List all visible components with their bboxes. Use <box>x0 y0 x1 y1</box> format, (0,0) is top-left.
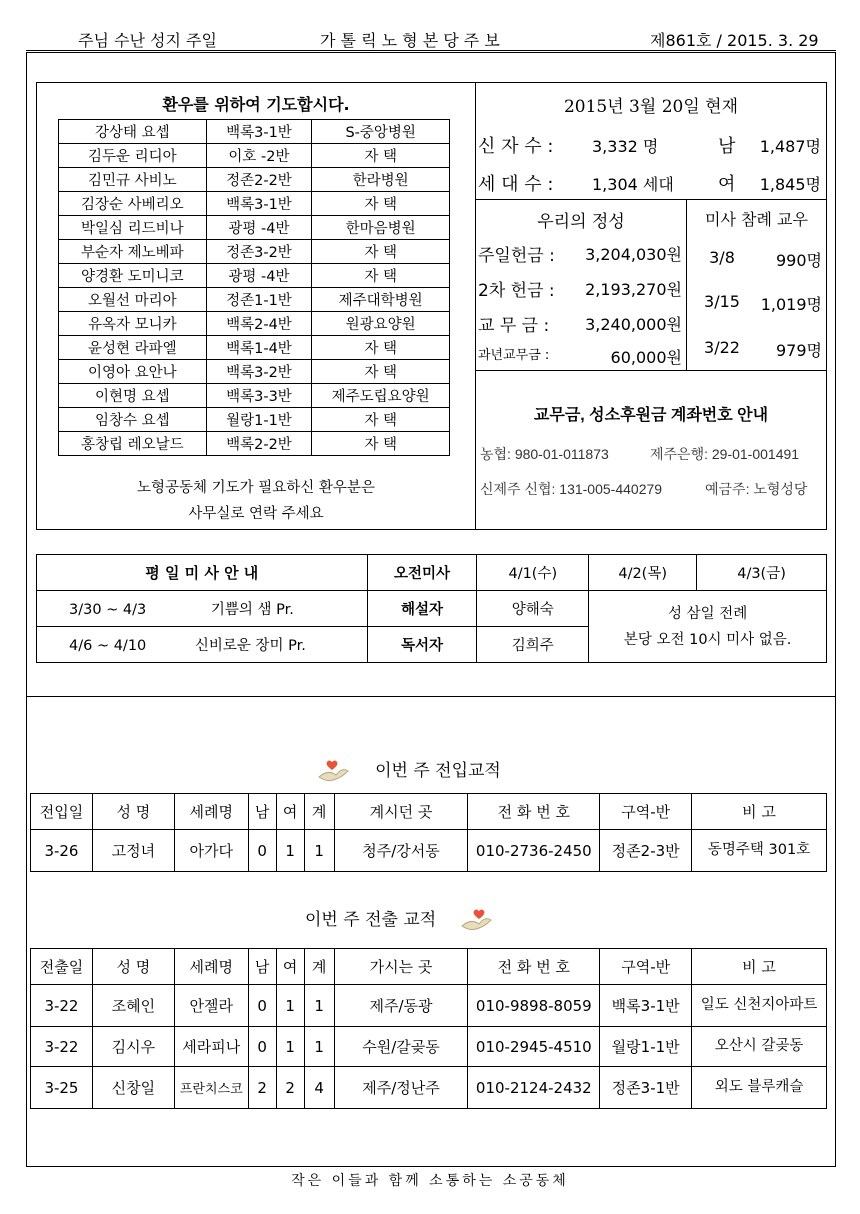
patient-row <box>59 192 450 216</box>
patient-district: 백록3-3반 <box>206 384 312 408</box>
column-header-place: 가시는 곳 <box>334 949 468 985</box>
patient-row <box>59 312 450 336</box>
patient-district: 정존2-2반 <box>206 168 312 192</box>
total-cell: 4 <box>304 1067 334 1109</box>
attendance-date: 3/22 <box>704 338 740 357</box>
issue-title: 주님 수난 성지 주일 <box>78 31 217 50</box>
schedule-period-2: 4/6 ~ 4/10 <box>69 638 147 654</box>
patient-name: 윤성현 라파엘 <box>59 336 207 360</box>
female-cell: 1 <box>276 985 304 1027</box>
place-cell: 청주/강서동 <box>334 830 468 872</box>
total-cell: 1 <box>304 1027 334 1067</box>
patient-district: 백록3-1반 <box>206 120 312 144</box>
move-out-title: 이번 주 전출 교적 <box>305 910 437 930</box>
female-count: 1,845명 <box>759 175 821 194</box>
column-header-female: 여 <box>276 949 304 985</box>
account-title: 교무금, 성소후원금 계좌번호 안내 <box>533 407 769 424</box>
patient-name: 부순자 제노베파 <box>59 240 207 264</box>
issue-number: 제861호 / 2015. 3. 29 <box>650 31 819 50</box>
male-cell: 0 <box>248 1027 276 1067</box>
patient-district: 백록3-1반 <box>206 192 312 216</box>
date-cell: 3-22 <box>31 1027 93 1067</box>
column-header-male: 남 <box>248 794 276 830</box>
believers-count: 3,332 명 <box>592 137 659 156</box>
name-cell: 신창일 <box>92 1067 174 1109</box>
column-header-total: 계 <box>304 949 334 985</box>
patient-row <box>59 384 450 408</box>
district-cell: 월랑1-1반 <box>600 1027 692 1067</box>
attendance-date: 3/8 <box>709 248 735 267</box>
male-count: 1,487명 <box>759 137 821 156</box>
name-cell: 조혜인 <box>92 985 174 1027</box>
schedule-row-2 <box>37 627 368 663</box>
believers-label: 신 자 수 : <box>478 136 554 157</box>
prayer-note-2: 사무실로 연락 주세요 <box>188 506 324 522</box>
account-jeju-bank: 제주은행: 29-01-001491 <box>650 446 800 462</box>
prayer-title: 환우를 위하여 기도합시다. <box>162 95 350 114</box>
offering-amount: 3,204,030원 <box>585 245 682 264</box>
stats-date: 2015년 3월 20일 현재 <box>563 97 739 117</box>
patient-table <box>58 119 450 456</box>
table-row <box>31 985 827 1027</box>
patient-row <box>59 144 450 168</box>
column-header-name: 성 명 <box>92 794 174 830</box>
table-row <box>31 830 827 872</box>
dove-heart-icon <box>459 908 493 934</box>
role-commentator: 해설자 <box>367 591 477 627</box>
patient-row <box>59 264 450 288</box>
table-row <box>31 1067 827 1109</box>
female-cell: 1 <box>276 1027 304 1067</box>
baptismal-name-cell: 안젤라 <box>174 985 248 1027</box>
move-in-table <box>30 793 827 872</box>
patient-row <box>59 168 450 192</box>
patient-location: 자 택 <box>312 432 450 456</box>
patient-location: 자 택 <box>312 144 450 168</box>
patient-name: 김민규 사비노 <box>59 168 207 192</box>
column-header-district: 구역-반 <box>600 949 692 985</box>
district-cell: 백록3-1반 <box>600 985 692 1027</box>
district-cell: 정존2-3반 <box>600 830 692 872</box>
patient-name: 임창수 요셉 <box>59 408 207 432</box>
attendance-count: 979명 <box>776 341 822 360</box>
date-4-2: 4/2(목) <box>589 555 697 591</box>
male-cell: 2 <box>248 1067 276 1109</box>
remarks-cell: 외도 블루캐슬 <box>692 1067 827 1109</box>
schedule-group-1: 기쁨의 샘 Pr. <box>210 602 294 618</box>
households-label: 세 대 수 : <box>478 174 554 195</box>
weekday-mass-table <box>36 554 827 663</box>
patient-row <box>59 360 450 384</box>
patient-location: 자 택 <box>312 408 450 432</box>
baptismal-name-cell: 프란치스코 <box>174 1067 248 1109</box>
patient-row <box>59 240 450 264</box>
district-cell: 정존3-1반 <box>600 1067 692 1109</box>
move-in-heading <box>316 756 501 785</box>
account-nonghyup: 농협: 980-01-011873 <box>480 446 609 462</box>
patient-location: 자 택 <box>312 360 450 384</box>
female-cell: 1 <box>276 830 304 872</box>
patient-district: 광평 -4반 <box>206 264 312 288</box>
patient-location: 제주도립요양원 <box>312 384 450 408</box>
patient-location: 원광요양원 <box>312 312 450 336</box>
patient-row <box>59 408 450 432</box>
attendance-title: 미사 참례 교우 <box>705 210 808 229</box>
patient-name: 홍창립 레오날드 <box>59 432 207 456</box>
patient-location: 자 택 <box>312 240 450 264</box>
patient-district: 백록1-4반 <box>206 336 312 360</box>
move-out-heading <box>305 905 493 934</box>
offering-amount: 3,240,000원 <box>585 315 682 334</box>
attendance-date: 3/15 <box>704 292 740 311</box>
account-holder: 예금주: 노형성당 <box>705 481 808 497</box>
table-row <box>31 1027 827 1067</box>
patient-row <box>59 216 450 240</box>
patient-district: 백록2-4반 <box>206 312 312 336</box>
total-cell: 1 <box>304 985 334 1027</box>
patient-row <box>59 336 450 360</box>
patient-name: 오월선 마리아 <box>59 288 207 312</box>
column-header-district: 구역-반 <box>600 794 692 830</box>
phone-cell: 010-9898-8059 <box>468 985 600 1027</box>
schedule-period-1: 3/30 ~ 4/3 <box>69 602 147 618</box>
patient-location: 제주대학병원 <box>312 288 450 312</box>
male-label: 남 <box>718 136 736 157</box>
patient-district: 월랑1-1반 <box>206 408 312 432</box>
column-header-phone: 전 화 번 호 <box>468 949 600 985</box>
remarks-cell: 동명주택 301호 <box>692 830 827 872</box>
schedule-group-2: 신비로운 장미 Pr. <box>194 638 306 654</box>
column-header-date: 전출일 <box>31 949 93 985</box>
triduum-note-1: 성 삼일 전례 <box>667 605 748 622</box>
remarks-cell: 오산시 갈곶동 <box>692 1027 827 1067</box>
name-cell: 고정녀 <box>92 830 174 872</box>
patient-district: 백록2-2반 <box>206 432 312 456</box>
patient-location: 한라병원 <box>312 168 450 192</box>
date-cell: 3-25 <box>31 1067 93 1109</box>
place-cell: 제주/동광 <box>334 985 468 1027</box>
footer-slogan: 작은 이들과 함께 소통하는 소공동체 <box>291 1173 569 1189</box>
offering-label: 2차 헌금 : <box>478 281 555 301</box>
move-in-title: 이번 주 전입교적 <box>375 761 501 781</box>
section-divider <box>26 696 836 697</box>
phone-cell: 010-2124-2432 <box>468 1067 600 1109</box>
morning-mass-label: 오전미사 <box>367 555 477 591</box>
offering-label: 과년교무금 : <box>478 348 550 363</box>
offering-label: 주일헌금 : <box>478 246 555 266</box>
patient-row <box>59 432 450 456</box>
column-header-total: 계 <box>304 794 334 830</box>
patient-district: 정존1-1반 <box>206 288 312 312</box>
weekday-title: 평 일 미 사 안 내 <box>37 555 368 591</box>
date-4-3: 4/3(금) <box>697 555 827 591</box>
patient-name: 김두운 리디아 <box>59 144 207 168</box>
offering-title: 우리의 정성 <box>537 212 625 232</box>
place-cell: 수원/갈곶동 <box>334 1027 468 1067</box>
column-header-name: 성 명 <box>92 949 174 985</box>
reader-name: 김희주 <box>477 627 589 663</box>
patient-location: 자 택 <box>312 264 450 288</box>
patient-name: 양경환 도미니코 <box>59 264 207 288</box>
column-header-baptismal-name: 세례명 <box>174 949 248 985</box>
patient-location: S-중앙병원 <box>312 120 450 144</box>
date-cell: 3-26 <box>31 830 93 872</box>
column-header-place: 계시던 곳 <box>334 794 468 830</box>
column-header-date: 전입일 <box>31 794 93 830</box>
offering-label: 교 무 금 : <box>478 316 550 336</box>
move-out-table <box>30 948 827 1109</box>
patient-name: 이현명 요셉 <box>59 384 207 408</box>
column-header-remarks: 비 고 <box>692 949 827 985</box>
move_in-header-row <box>31 794 827 830</box>
triduum-note <box>589 591 827 663</box>
prayer-note-1: 노형공동체 기도가 필요하신 환우분은 <box>137 480 375 496</box>
column-header-phone: 전 화 번 호 <box>468 794 600 830</box>
patient-district: 광평 -4반 <box>206 216 312 240</box>
place-cell: 제주/정난주 <box>334 1067 468 1109</box>
triduum-note-2: 본당 오전 10시 미사 없음. <box>623 631 792 648</box>
phone-cell: 010-2945-4510 <box>468 1027 600 1067</box>
date-cell: 3-22 <box>31 985 93 1027</box>
column-header-female: 여 <box>276 794 304 830</box>
phone-cell: 010-2736-2450 <box>468 830 600 872</box>
female-label: 여 <box>718 174 736 195</box>
name-cell: 김시우 <box>92 1027 174 1067</box>
dove-heart-icon <box>316 759 350 785</box>
male-cell: 0 <box>248 830 276 872</box>
female-cell: 2 <box>276 1067 304 1109</box>
remarks-cell: 일도 신천지아파트 <box>692 985 827 1027</box>
date-4-1: 4/1(수) <box>477 555 589 591</box>
patient-row <box>59 120 450 144</box>
role-reader: 독서자 <box>367 627 477 663</box>
offering-amount: 60,000원 <box>610 348 682 367</box>
patient-district: 정존3-2반 <box>206 240 312 264</box>
patient-location: 자 택 <box>312 192 450 216</box>
patient-name: 강상태 요셉 <box>59 120 207 144</box>
offering-amount: 2,193,270원 <box>585 280 682 299</box>
patient-district: 이호 -2반 <box>206 144 312 168</box>
patient-location: 한마음병원 <box>312 216 450 240</box>
attendance-count: 1,019명 <box>760 295 822 314</box>
patient-district: 백록3-2반 <box>206 360 312 384</box>
patient-name: 김장순 사베리오 <box>59 192 207 216</box>
move_out-header-row <box>31 949 827 985</box>
total-cell: 1 <box>304 830 334 872</box>
patient-name: 유옥자 모니카 <box>59 312 207 336</box>
column-header-baptismal-name: 세례명 <box>174 794 248 830</box>
bulletin-name: 가 톨 릭 노 형 본 당 주 보 <box>320 31 500 50</box>
patient-row <box>59 288 450 312</box>
schedule-row-1 <box>37 591 368 627</box>
baptismal-name-cell: 아가다 <box>174 830 248 872</box>
column-header-male: 남 <box>248 949 276 985</box>
male-cell: 0 <box>248 985 276 1027</box>
attendance-count: 990명 <box>776 251 822 270</box>
column-header-remarks: 비 고 <box>692 794 827 830</box>
patient-name: 박일심 리드비나 <box>59 216 207 240</box>
patient-location: 자 택 <box>312 336 450 360</box>
account-shinhyup: 신제주 신협: 131-005-440279 <box>480 481 663 497</box>
commentator-name: 양해숙 <box>477 591 589 627</box>
baptismal-name-cell: 세라피나 <box>174 1027 248 1067</box>
header-rule <box>26 50 836 51</box>
households-count: 1,304 세대 <box>592 175 674 194</box>
patient-name: 이영아 요안나 <box>59 360 207 384</box>
